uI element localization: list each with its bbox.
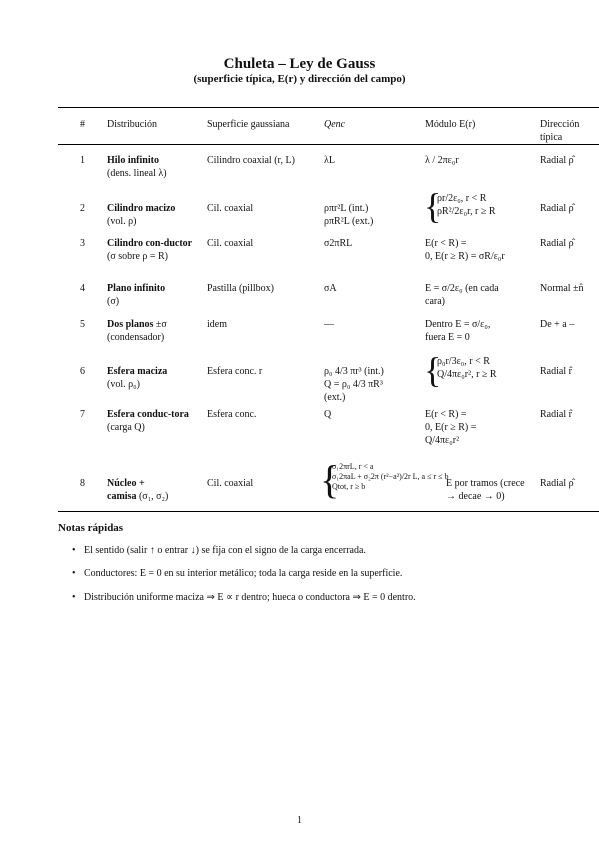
row-6-dist-rest: (vol. ρ₀) — [107, 379, 140, 390]
row-1-qenc: λL — [324, 155, 335, 166]
row-5-distribution — [107, 318, 202, 344]
row-6-q-ext: Q = ρ₀ 4/3 πR³ — [324, 379, 383, 390]
row-5-direction: De + a – — [540, 319, 575, 330]
row-3-efield — [425, 237, 535, 263]
row-8-dist-bold: Núcleo + — [107, 478, 145, 489]
row-7-e-a: E(r < R) = — [425, 409, 467, 420]
row-8-dist-rest: (σ₁, σ₂) — [138, 491, 169, 502]
row-7-number: 7 — [80, 409, 85, 420]
row-2-number: 2 — [80, 203, 85, 214]
row-8-number: 8 — [80, 478, 85, 489]
row-3-e-b: 0, E(r ≥ R) = σR/ε₀r — [425, 251, 505, 262]
row-5-number: 5 — [80, 319, 85, 330]
bullet-icon: • — [72, 592, 76, 603]
row-2-q-int: ρπr²L (int.) — [324, 203, 369, 214]
header-distribution: Distribución — [107, 119, 157, 130]
row-2-efield — [437, 192, 537, 218]
row-2-brace: { — [424, 186, 442, 226]
note-item-3 — [72, 592, 416, 603]
row-8-efield — [446, 477, 538, 503]
note-text-2: Conductores: E = 0 en su interior metálico; toda la carga reside en la superficie. — [84, 568, 403, 579]
row-7-direction: Radial r̂ — [540, 409, 572, 420]
table-bottom-rule — [58, 511, 599, 512]
row-2-qenc — [324, 202, 373, 228]
row-5-efield — [425, 318, 535, 344]
row-2-e-out: ρR²/2ε₀r, r ≥ R — [437, 206, 496, 217]
row-5-e-b: fuera E = 0 — [425, 332, 470, 343]
row-5-e-a: Dentro E = σ/ε₀, — [425, 319, 491, 330]
row-4-direction: Normal ±n̂ — [540, 283, 584, 294]
row-8-surface: Cil. coaxial — [207, 478, 254, 489]
row-3-e-a: E(r < R) = — [425, 238, 467, 249]
row-6-q-int: ρ₀ 4/3 πr³ (int.) — [324, 366, 384, 377]
header-number: # — [80, 119, 85, 130]
row-1-distribution — [107, 154, 202, 180]
row-6-e-out: Q/4πε₀r², r ≥ R — [437, 369, 497, 380]
row-7-e-b: 0, E(r ≥ R) = — [425, 422, 477, 433]
row-2-dist-bold: Cilindro macizo — [107, 203, 176, 214]
row-3-distribution — [107, 237, 202, 263]
row-4-qenc: σA — [324, 283, 337, 294]
row-7-distribution — [107, 408, 202, 434]
row-6-efield — [437, 355, 537, 381]
row-7-surface: Esfera conc. — [207, 409, 257, 420]
row-3-direction: Radial ρ̂ — [540, 238, 574, 249]
row-8-qenc — [332, 462, 462, 492]
row-6-e-in: ρ₀r/3ε₀, r < R — [437, 356, 490, 367]
header-qenc: Qenc — [324, 119, 346, 130]
row-7-efield — [425, 408, 535, 447]
row-2-q-ext: ρπR²L (ext.) — [324, 216, 374, 227]
row-4-efield — [425, 282, 535, 308]
table-top-rule — [58, 107, 599, 108]
row-7-dist-rest: (carga Q) — [107, 422, 145, 433]
row-4-distribution — [107, 282, 202, 308]
row-5-surface: idem — [207, 319, 227, 330]
row-3-number: 3 — [80, 238, 85, 249]
note-item-2 — [72, 568, 402, 579]
bullet-icon: • — [72, 568, 76, 579]
page-number: 1 — [297, 815, 302, 826]
table-header-rule — [58, 144, 599, 145]
row-2-dist-rest: (vol. ρ) — [107, 216, 137, 227]
row-6-direction: Radial r̂ — [540, 366, 572, 377]
row-1-efield: λ / 2πε₀r — [425, 155, 459, 166]
header-surface: Superficie gaussiana — [207, 119, 290, 130]
row-8-e-a: E por tramos (crece — [446, 478, 525, 489]
row-2-surface: Cil. coaxial — [207, 203, 254, 214]
header-module: Módulo E(r) — [425, 119, 476, 130]
row-1-dist-bold: Hilo infinito — [107, 155, 159, 166]
row-6-dist-bold: Esfera maciza — [107, 366, 168, 377]
row-8-brace: { — [320, 457, 340, 502]
row-6-distribution — [107, 365, 202, 391]
row-6-brace: { — [424, 350, 442, 390]
note-text-3: Distribución uniforme maciza ⇒ E ∝ r dentro; hueca o conductora ⇒ E = 0 dentro. — [84, 592, 416, 603]
row-4-dist-bold: Plano infinito — [107, 283, 166, 294]
row-6-q-ext-label: (ext.) — [324, 392, 346, 403]
notes-heading: Notas rápidas — [58, 522, 124, 534]
row-2-direction: Radial ρ̂ — [540, 203, 574, 214]
note-text-1: El sentido (salir ↑ o entrar ↓) se fija con el signo de la carga encerrada. — [84, 545, 366, 556]
row-3-qenc: σ2πRL — [324, 238, 353, 249]
bullet-icon: • — [72, 545, 76, 556]
row-4-surface: Pastilla (pillbox) — [207, 283, 274, 294]
document-title: Chuleta – Ley de Gauss — [223, 56, 376, 72]
row-3-surface: Cil. coaxial — [207, 238, 254, 249]
row-8-q-c: Qtot, r ≥ b — [332, 482, 366, 491]
row-1-number: 1 — [80, 155, 85, 166]
row-3-dist-bold: Cilindro con-ductor — [107, 238, 193, 249]
row-4-e-b: cara) — [425, 296, 445, 307]
row-8-distribution — [107, 477, 202, 503]
row-6-qenc — [324, 365, 424, 404]
header-direction: Dirección típica — [540, 119, 580, 143]
row-5-qenc: — — [324, 319, 334, 330]
row-2-distribution — [107, 202, 202, 228]
row-4-dist-rest: (σ) — [107, 296, 120, 307]
row-7-dist-bold: Esfera conduc-tora — [107, 409, 189, 420]
row-7-qenc: Q — [324, 409, 332, 420]
row-8-dist-bold2: camisa — [107, 491, 137, 502]
row-8-e-b: → decae → 0) — [446, 491, 505, 502]
row-5-dist-bold: Dos planos — [107, 319, 154, 330]
row-1-surface: Cilindro coaxial (r, L) — [207, 155, 295, 166]
row-1-dist-rest: (dens. lineal λ) — [107, 168, 167, 179]
row-2-e-in: ρr/2ε₀, r < R — [437, 193, 487, 204]
row-4-number: 4 — [80, 283, 85, 294]
row-8-q-b: σ₁2πaL + σ₂2π (r²−a²)/2r L, a ≤ r ≤ b — [332, 472, 449, 481]
row-4-e-a: E = σ/2ε₀ (en cada — [425, 283, 499, 294]
note-item-1 — [72, 545, 366, 556]
row-3-dist-rest: (σ sobre ρ = R) — [107, 251, 169, 262]
row-6-surface: Esfera conc. r — [207, 366, 263, 377]
row-5-dist-rest: ±σ (condensador) — [107, 319, 167, 343]
row-7-e-c: Q/4πε₀r² — [425, 435, 460, 446]
row-8-direction: Radial ρ̂ — [540, 478, 574, 489]
row-1-direction: Radial ρ̂ — [540, 155, 574, 166]
row-6-number: 6 — [80, 366, 85, 377]
row-8-q-a: σ₁2πrL, r < a — [332, 462, 374, 471]
document-subtitle: (superficie típica, E(r) y dirección del campo) — [193, 73, 406, 85]
